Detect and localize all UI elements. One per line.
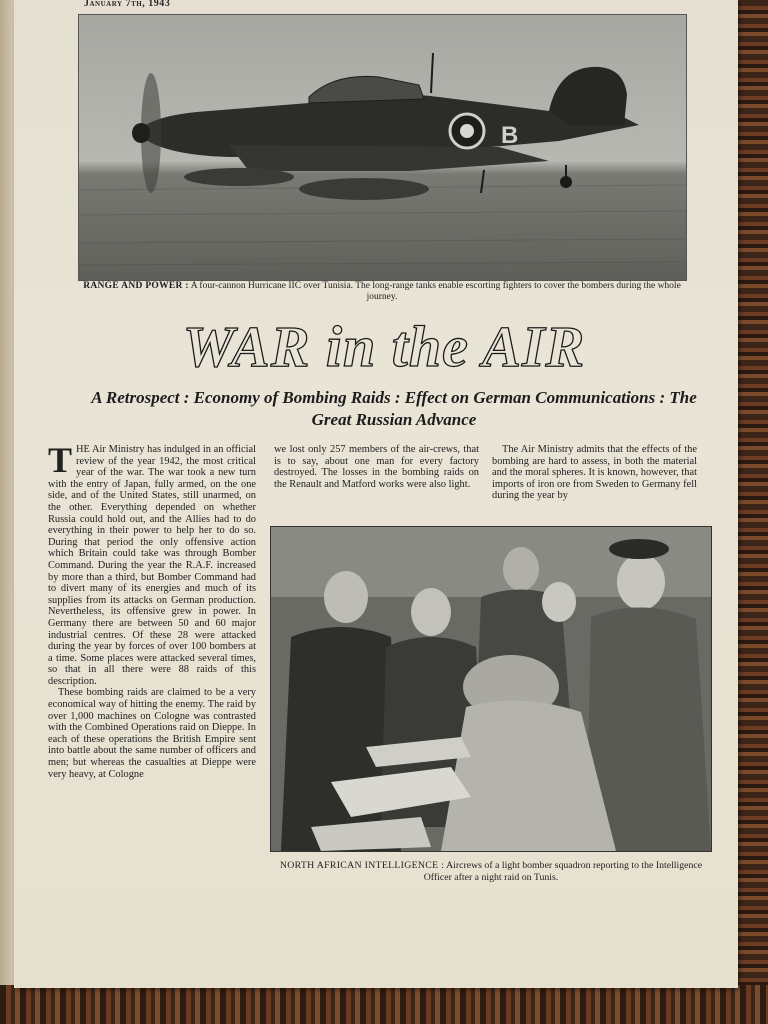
mid-photo-caption [276, 860, 706, 884]
drop-cap: T [48, 440, 73, 480]
article-column-1 [48, 440, 256, 780]
issue-date: January 7th, 1943 [84, 0, 171, 9]
magazine-page [14, 0, 738, 988]
carpet-background-bottom [0, 985, 768, 1024]
aircraft-marking: B [501, 122, 519, 149]
column-1-paragraph-2: These bombing raids are claimed to be a very economical way of hitting the enemy. The raid by over 1,000 machines on Cologne was contrasted with the Combined Operations raid on Dieppe. In each of these operations the British Empire sent into battle about the same number of officers and men; but whereas the casualties at Dieppe were very heavy, at Cologne [48, 687, 256, 780]
article-column-2 [274, 444, 479, 490]
top-photo-caption [82, 281, 682, 303]
top-caption-text: A four-cannon Hurricane IIC over Tunisia. The long-range tanks enable escorting fighters to cover the bombers during the whole journey. [188, 281, 681, 302]
mid-caption-lead: NORTH AFRICAN INTELLIGENCE : [279, 860, 445, 871]
column-1-text: HE Air Ministry has indulged in an official review of the year 1942, the most critical year of the war. The war took a new turn with the entry of Japan, fully armed, on the one side, and of the United States, still unarmed, on the other. Everything depended on whether Russia could hold out, and the Allies had to do everything in their power to help her to do so. During that period the only offensive action which Britain could take was through Bomber Command. During the year the R.A.F. increased by more than a third, but Bomber Command had to divert many of its energies and much of its supplies from its attacks on German production. Nevertheless, its offensive grew in power. In Germany there are between 50 and 60 major industrial centres. Of these 28 were attacked during the year by forces of over 100 bombers at a time. Some places were attacked several times, so that in all there were 88 raids of this description. [48, 444, 256, 687]
column-3-text: The Air Ministry admits that the effects of the bombing are hard to assess, in both the material and the moral spheres. It is known, however, that imports of iron ore from Sweden to Germany fell during the year by [492, 444, 697, 502]
column-2-text: we lost only 257 members of the air-crews, that is to say, about one man for every factory destroyed. The losses in the bombing raids on the Renault and Matford works were also light. [274, 444, 479, 490]
top-caption-lead: RANGE AND POWER : [83, 281, 189, 291]
mid-caption-text: Aircrews of a light bomber squadron reporting to the Intelligence Officer after a night raid on Tunis. [423, 860, 703, 883]
article-headline: WAR in the AIR [182, 314, 586, 379]
aircrew-briefing-photo [270, 526, 712, 852]
article-subheadline: A Retrospect : Economy of Bombing Raids : Effect on German Communications : The Great Russian Advance [91, 388, 697, 429]
article-column-3 [492, 444, 697, 502]
hurricane-aircraft-photo [78, 14, 687, 281]
